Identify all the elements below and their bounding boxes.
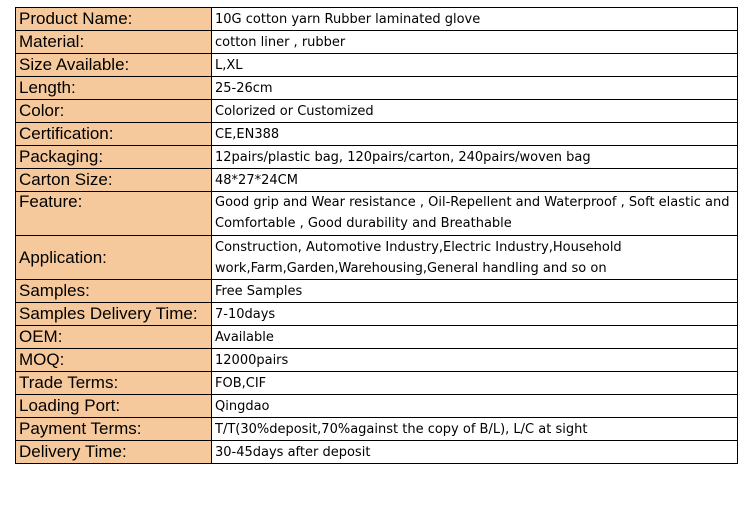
row-label: Samples: xyxy=(16,280,212,303)
row-value: Available xyxy=(212,326,738,349)
row-value: 12000pairs xyxy=(212,349,738,372)
row-label: Trade Terms: xyxy=(16,372,212,395)
row-value: 48*27*24CM xyxy=(212,169,738,192)
row-value: L,XL xyxy=(212,54,738,77)
table-row xyxy=(16,236,738,280)
row-label: Packaging: xyxy=(16,146,212,169)
table-row xyxy=(16,303,738,326)
row-value: cotton liner , rubber xyxy=(212,31,738,54)
row-value: 7-10days xyxy=(212,303,738,326)
row-value: 10G cotton yarn Rubber laminated glove xyxy=(212,8,738,31)
table-row xyxy=(16,77,738,100)
row-label: Loading Port: xyxy=(16,395,212,418)
row-value: Qingdao xyxy=(212,395,738,418)
row-value: 30-45days after deposit xyxy=(212,441,738,464)
table-row xyxy=(16,326,738,349)
row-label: Application: xyxy=(16,236,212,280)
table-row xyxy=(16,395,738,418)
row-label: OEM: xyxy=(16,326,212,349)
row-value: Colorized or Customized xyxy=(212,100,738,123)
row-label: Size Available: xyxy=(16,54,212,77)
table-row xyxy=(16,54,738,77)
table-row xyxy=(16,192,738,236)
product-spec-table xyxy=(15,7,738,464)
row-value: FOB,CIF xyxy=(212,372,738,395)
row-label: Product Name: xyxy=(16,8,212,31)
table-row xyxy=(16,146,738,169)
table-row xyxy=(16,100,738,123)
row-label: Certification: xyxy=(16,123,212,146)
row-value: Construction, Automotive Industry,Electric Industry,Household work,Farm,Garden,Warehousing,General handling and so on xyxy=(212,236,738,280)
row-label: Delivery Time: xyxy=(16,441,212,464)
table-row xyxy=(16,169,738,192)
row-label: Samples Delivery Time: xyxy=(16,303,212,326)
row-value: CE,EN388 xyxy=(212,123,738,146)
row-label: Payment Terms: xyxy=(16,418,212,441)
row-value: 12pairs/plastic bag, 120pairs/carton, 240pairs/woven bag xyxy=(212,146,738,169)
row-label: Color: xyxy=(16,100,212,123)
row-value: 25-26cm xyxy=(212,77,738,100)
row-label: Feature: xyxy=(16,192,212,236)
table-row xyxy=(16,123,738,146)
table-row xyxy=(16,441,738,464)
table-row xyxy=(16,8,738,31)
row-value: Good grip and Wear resistance , Oil-Repellent and Waterproof , Soft elastic and Comfortable , Good durability and Breathable xyxy=(212,192,738,236)
table-row xyxy=(16,349,738,372)
table-row xyxy=(16,280,738,303)
row-label: MOQ: xyxy=(16,349,212,372)
row-value: Free Samples xyxy=(212,280,738,303)
table-row xyxy=(16,372,738,395)
row-label: Material: xyxy=(16,31,212,54)
row-label: Length: xyxy=(16,77,212,100)
table-row xyxy=(16,31,738,54)
table-row xyxy=(16,418,738,441)
row-value: T/T(30%deposit,70%against the copy of B/L), L/C at sight xyxy=(212,418,738,441)
row-label: Carton Size: xyxy=(16,169,212,192)
